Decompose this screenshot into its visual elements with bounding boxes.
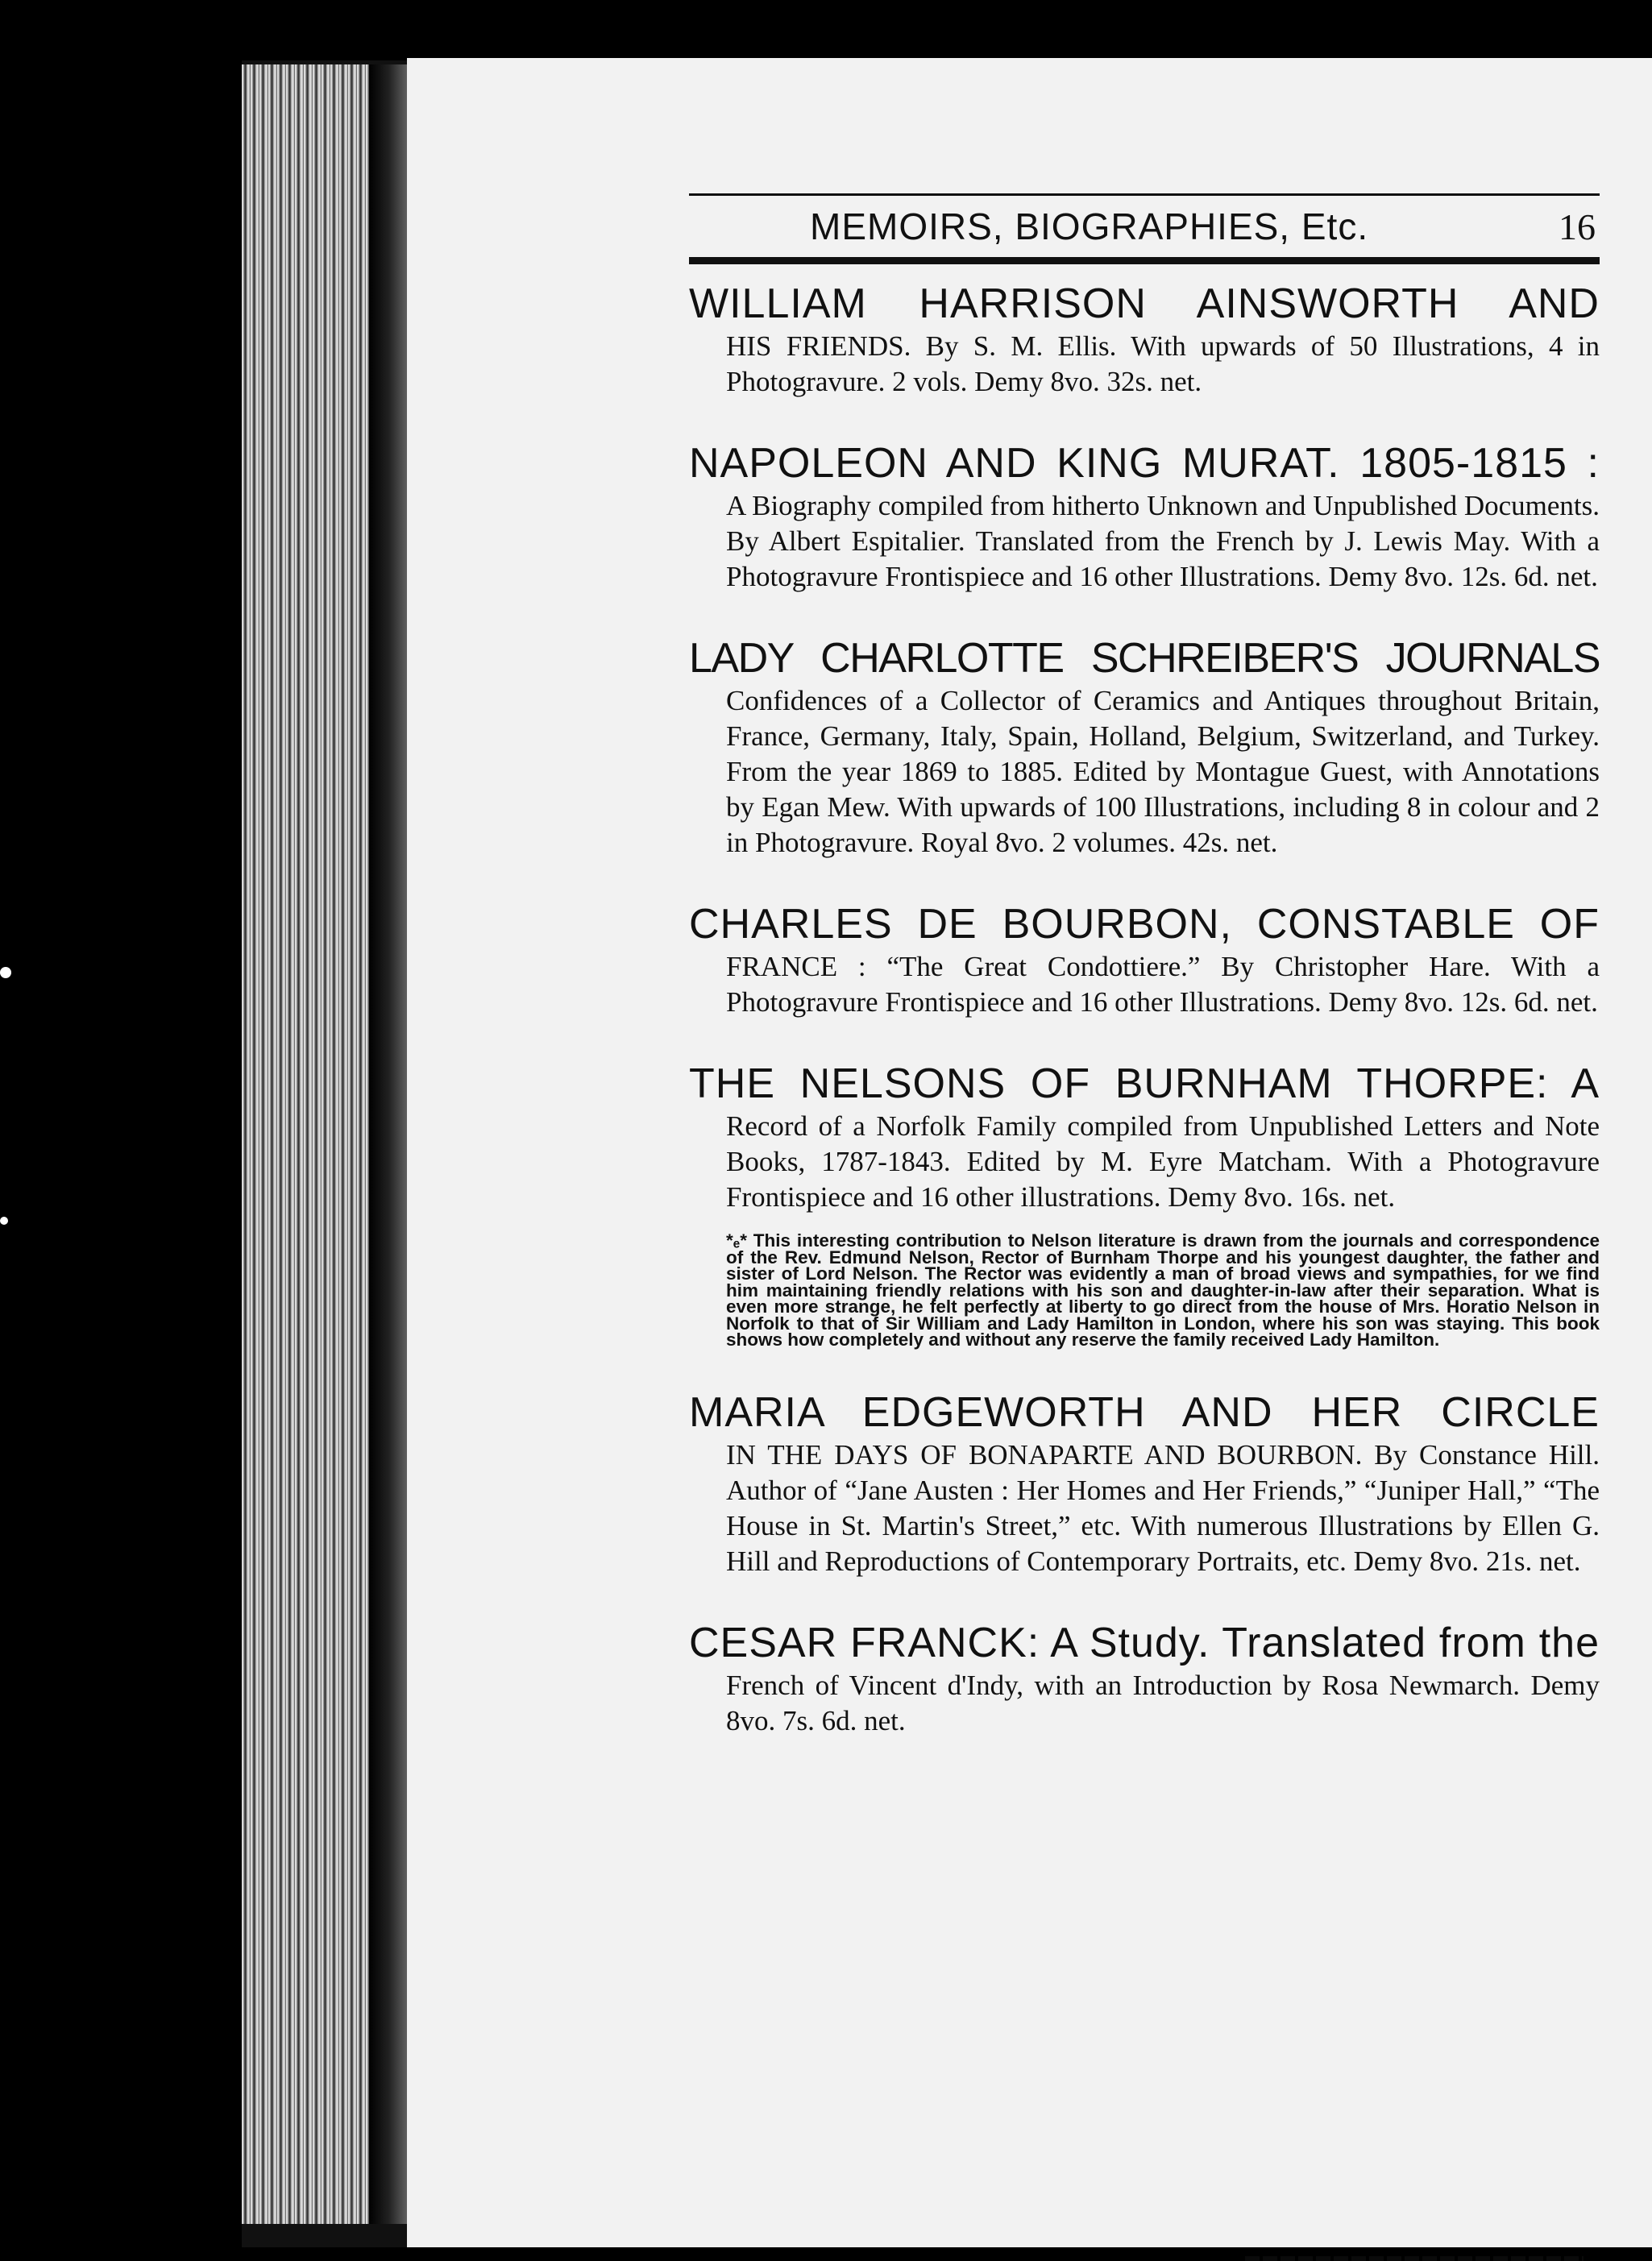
entry-title: WILLIAM HARRISON AINSWORTH AND — [689, 280, 1600, 327]
entry-body: IN THE DAYS OF BONAPARTE AND BOURBON. By Constance Hill. Author of “Jane Austen : Her Homes and Her Friends,” “Juniper Hall,” “The House in St. Martin's Street,” etc. With numerous Illustrations by Ellen G. Hill and Reproductions of Contemporary Portraits, etc. Demy 8vo. 21s. net. — [726, 1438, 1600, 1577]
book-page — [407, 58, 1652, 2247]
entry-title: MARIA EDGEWORTH AND HER CIRCLE — [689, 1388, 1600, 1436]
book-entry — [689, 1059, 1600, 1349]
entry-body: Confidences of a Collector of Ceramics and Antiques throughout Britain, France, Germany, Italy, Spain, Holland, Belgium, Switzerland, and Turkey. From the year 1869 to 1885. Edited by Montague Guest, with Annotations by Egan Mew. With upwards of 100 Illustrations, including 8 in colour and 2 in Photogravure. Royal 8vo. 2 volumes. 42s. net. — [726, 685, 1600, 858]
entry-note: *ₑ* This interesting contribution to Nelson literature is drawn from the journals and correspondence of the Rev. Edmund Nelson, Rector of Burnham Thorpe and his youngest daughter, the father and sister of Lord Nelson. The Rector was evidently a man of broad views and sympathies, for we find him maintaining friendly relations with his son and daughter-in-law after their separation. What is even more strange, he felt perfectly at liberty to go direct from the house of Mrs. Horatio Nelson in Norfolk to that of Sir William and Lady Hamilton in London, where his son was staying. This book shows how completely and without any reserve the family received Lady Hamilton. — [726, 1230, 1600, 1350]
entry-body: French of Vincent d'Indy, with an Introduction by Rosa Newmarch. Demy 8vo. 7s. 6d. net. — [726, 1669, 1600, 1736]
header-rule-bottom — [689, 257, 1600, 264]
scan-speck — [0, 1217, 8, 1225]
entry-body: Record of a Norfolk Family compiled from Unpublished Letters and Note Books, 1787-1843. Edited by M. Eyre Matcham. With a Photogravure Frontispiece and 16 other illustrations. Demy 8vo. 16s. net. — [726, 1110, 1600, 1213]
entry-body: HIS FRIENDS. By S. M. Ellis. With upwards of 50 Illustrations, 4 in Photogravure. 2 vols. Demy 8vo. 32s. net. — [726, 330, 1600, 397]
page-content — [689, 193, 1600, 1739]
entry-body: A Biography compiled from hitherto Unknown and Unpublished Documents. By Albert Espitalier. Translated from the French by J. Lewis May. With a Photogravure Frontispiece and 16 other Illustrations. Demy 8vo. 12s. 6d. net. — [726, 490, 1600, 592]
entry-body: FRANCE : “The Great Condottiere.” By Christopher Hare. With a Photogravure Frontispiece and 16 other Illustrations. Demy 8vo. 12s. 6d. net. — [726, 951, 1600, 1018]
page-title: MEMOIRS, BIOGRAPHIES, Etc. — [810, 205, 1369, 247]
book-entry — [689, 633, 1600, 861]
entry-title: LADY CHARLOTTE SCHREIBER'S JOURNALS — [689, 635, 1600, 682]
scan-speck — [0, 967, 11, 978]
book-entry — [689, 899, 1600, 1020]
book-entry — [689, 1618, 1600, 1739]
entry-title: CESAR FRANCK: A Study. Translated from the — [689, 1619, 1600, 1666]
entry-title: THE NELSONS OF BURNHAM THORPE: A — [689, 1060, 1600, 1107]
book-entry — [689, 279, 1600, 400]
scan-border — [0, 0, 242, 2247]
bottom-smudge — [1245, 2256, 1584, 2261]
book-entry — [689, 438, 1600, 595]
entry-title: CHARLES DE BOURBON, CONSTABLE OF — [689, 901, 1600, 948]
book-entry — [689, 1388, 1600, 1579]
page-number: 16 — [1559, 206, 1596, 247]
entry-title: NAPOLEON AND KING MURAT. 1805-1815 : — [689, 440, 1600, 487]
running-header — [689, 196, 1600, 257]
